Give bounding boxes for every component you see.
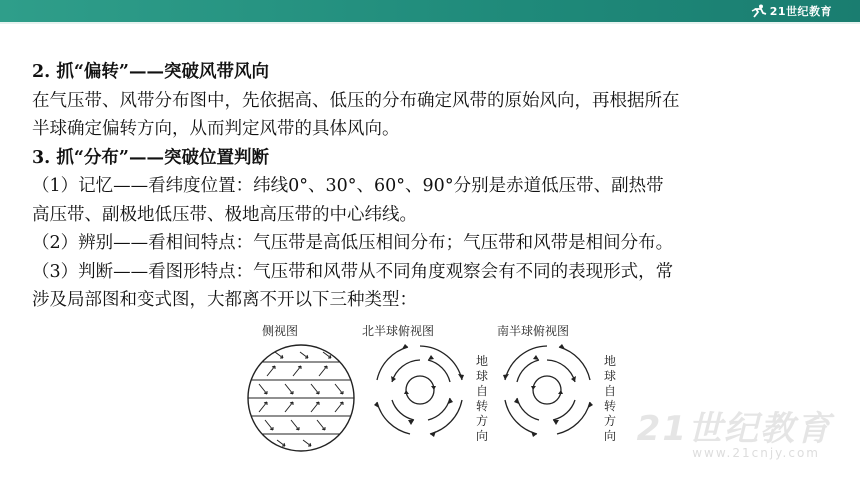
paragraph-line: 半球确定偏转方向，从而判定风带的具体风向。 xyxy=(32,119,400,139)
heading-distribution: 3. 抓“分布”——突破位置判断 xyxy=(32,147,269,168)
paragraph-line: （3）判断——看图形特点：气压带和风带从不同角度观察会有不同的表现形式，常 xyxy=(32,261,674,282)
side-view-label: 侧视图 xyxy=(262,324,299,338)
top-banner xyxy=(0,0,860,22)
paragraph-line: 高压带、副极地低压带、极地高压带的中心纬线。 xyxy=(32,204,417,225)
north-view-diagram xyxy=(370,340,470,440)
watermark-logo: 21世纪教育 xyxy=(636,409,832,449)
north-rotation-arrow xyxy=(470,346,476,446)
paragraph-line: （1）记忆——看纬度位置：纬线0°、30°、60°、90°分别是赤道低压带、副热带 xyxy=(32,176,664,196)
side-view-diagram xyxy=(245,342,357,454)
north-rotation-label: 地球自转方向 xyxy=(475,354,488,443)
south-view-label: 南半球俯视图 xyxy=(497,324,570,338)
watermark-url: www.21cnjy.com xyxy=(692,446,820,460)
runner-icon xyxy=(751,4,767,18)
north-view-label: 北半球俯视图 xyxy=(362,324,435,338)
pressure-belt-figures xyxy=(235,318,635,468)
paragraph-line: 涉及局部图和变式图，大都离不开以下三种类型： xyxy=(32,290,417,310)
brand-logo xyxy=(751,2,832,20)
south-view-diagram xyxy=(497,340,597,440)
paragraph-line: 在气压带、风带分布图中，先依据高、低压的分布确定风带的原始风向，再根据所在 xyxy=(32,90,680,111)
banner-divider xyxy=(0,22,860,24)
heading-deflection: 2. 抓“偏转”——突破风带风向 xyxy=(32,62,269,82)
paragraph-line: （2）辨别——看相间特点：气压带是高低压相间分布；气压带和风带是相间分布。 xyxy=(32,233,674,253)
lesson-text xyxy=(32,58,832,315)
south-rotation-label: 地球自转方向 xyxy=(603,354,616,443)
brand-name: 21世纪教育 xyxy=(769,5,832,18)
